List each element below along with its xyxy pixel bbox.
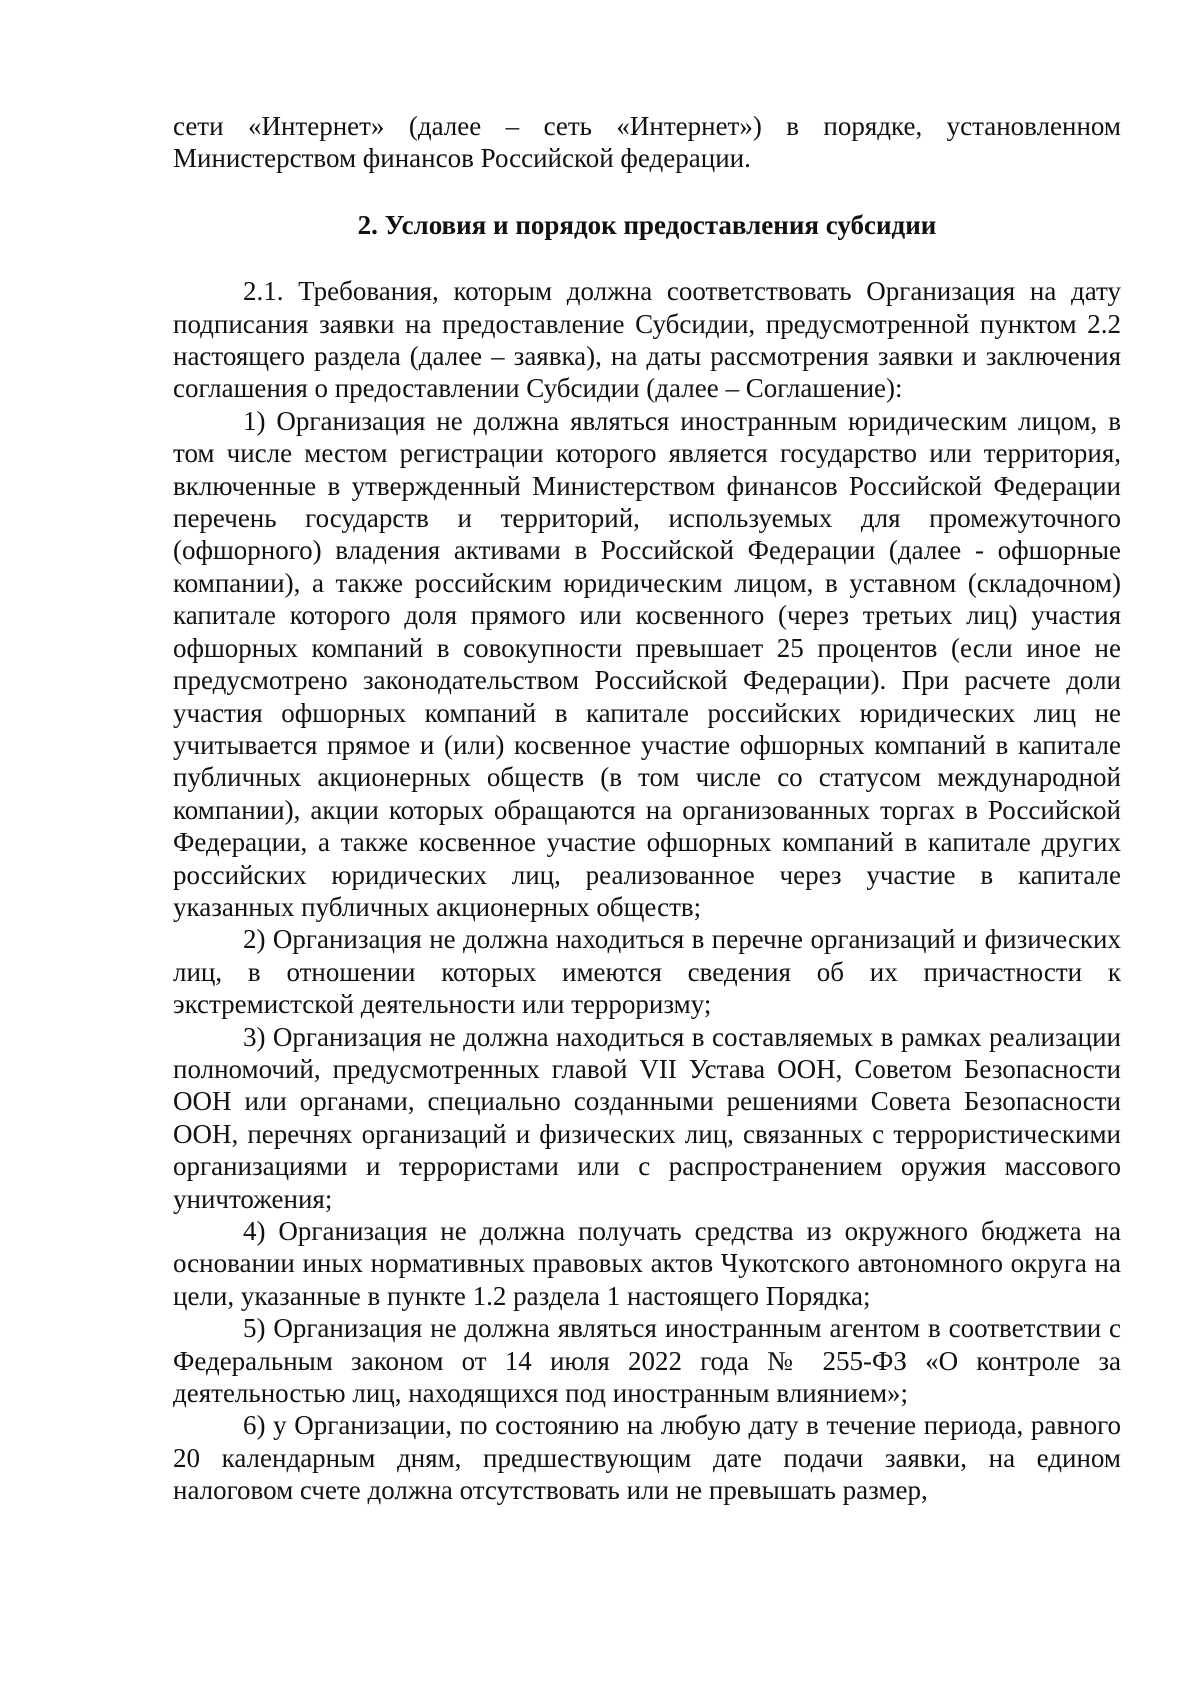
paragraph-item-1: 1) Организация не должна являться иностранным юридическим лицом, в том числе местом регистрации которого является государство или территория, включенные в утвержденный Министерством финансов Российской Федерации перечень государств и территорий, используемых для промежуточного (офшорного) владения активами в Российской Федерации (далее - офшорные компании), а также российским юридическим лицом, в уставном (складочном) капитале которого доля прямого или косвенного (через третьих лиц) участия офшорных компаний в совокупности превышает 25 процентов (если иное не предусмотрено законодательством Российской Федерации). При расчете доли участия офшорных компаний в капитале российских юридических лиц не учитывается прямое и (или) косвенное участие офшорных компаний в капитале публичных акционерных обществ (в том числе со статусом международной компании), акции которых обращаются на организованных торгах в Российской Федерации, а также косвенное участие офшорных компаний в капитале других российских юридических лиц, реализованное через участие в капитале указанных публичных акционерных обществ;: [173, 405, 1121, 922]
intro-paragraph: сети «Интернет» (далее – сеть «Интернет») в порядке, установленном Министерством финансов Российской федерации.: [173, 111, 1121, 174]
paragraph-item-2: 2) Организация не должна находиться в перечне организаций и физических лиц, в отношении которых имеются сведения об их причастности к экстремистской деятельности или терроризму;: [173, 924, 1121, 1020]
section-heading: 2. Условия и порядок предоставления субсидии: [357, 209, 937, 240]
paragraph-2-1: 2.1. Требования, которым должна соответствовать Организация на дату подписания заявки на предоставление Субсидии, предусмотренной пунктом 2.2 настоящего раздела (далее – заявка), на даты рассмотрения заявки и заключения соглашения о предоставлении Субсидии (далее – Соглашение):: [173, 276, 1121, 404]
paragraph-item-3: 3) Организация не должна находиться в составляемых в рамках реализации полномочий, предусмотренных главой VII Устава ООН, Советом Безопасности ООН или органами, специально созданными решениями Совета Безопасности ООН, перечнях организаций и физических лиц, связанных с террористическими организациями и террористами или с распространением оружия массового уничтожения;: [173, 1021, 1121, 1214]
paragraph-item-6: 6) у Организации, по состоянию на любую дату в течение периода, равного 20 календарным дням, предшествующим дате подачи заявки, на едином налоговом счете должна отсутствовать или не превышать размер,: [173, 1410, 1121, 1506]
paragraph-item-5: 5) Организация не должна являться иностранным агентом в соответствии с Федеральным законом от 14 июля 2022 года № 255-ФЗ «О контроле за деятельностью лиц, находящихся под иностранным влиянием»;: [173, 1313, 1121, 1409]
paragraph-item-4: 4) Организация не должна получать средства из окружного бюджета на основании иных нормативных правовых актов Чукотского автономного округа на цели, указанные в пункте 1.2 раздела 1 настоящего Порядка;: [173, 1216, 1121, 1311]
document-page: [173, 110, 1121, 1507]
